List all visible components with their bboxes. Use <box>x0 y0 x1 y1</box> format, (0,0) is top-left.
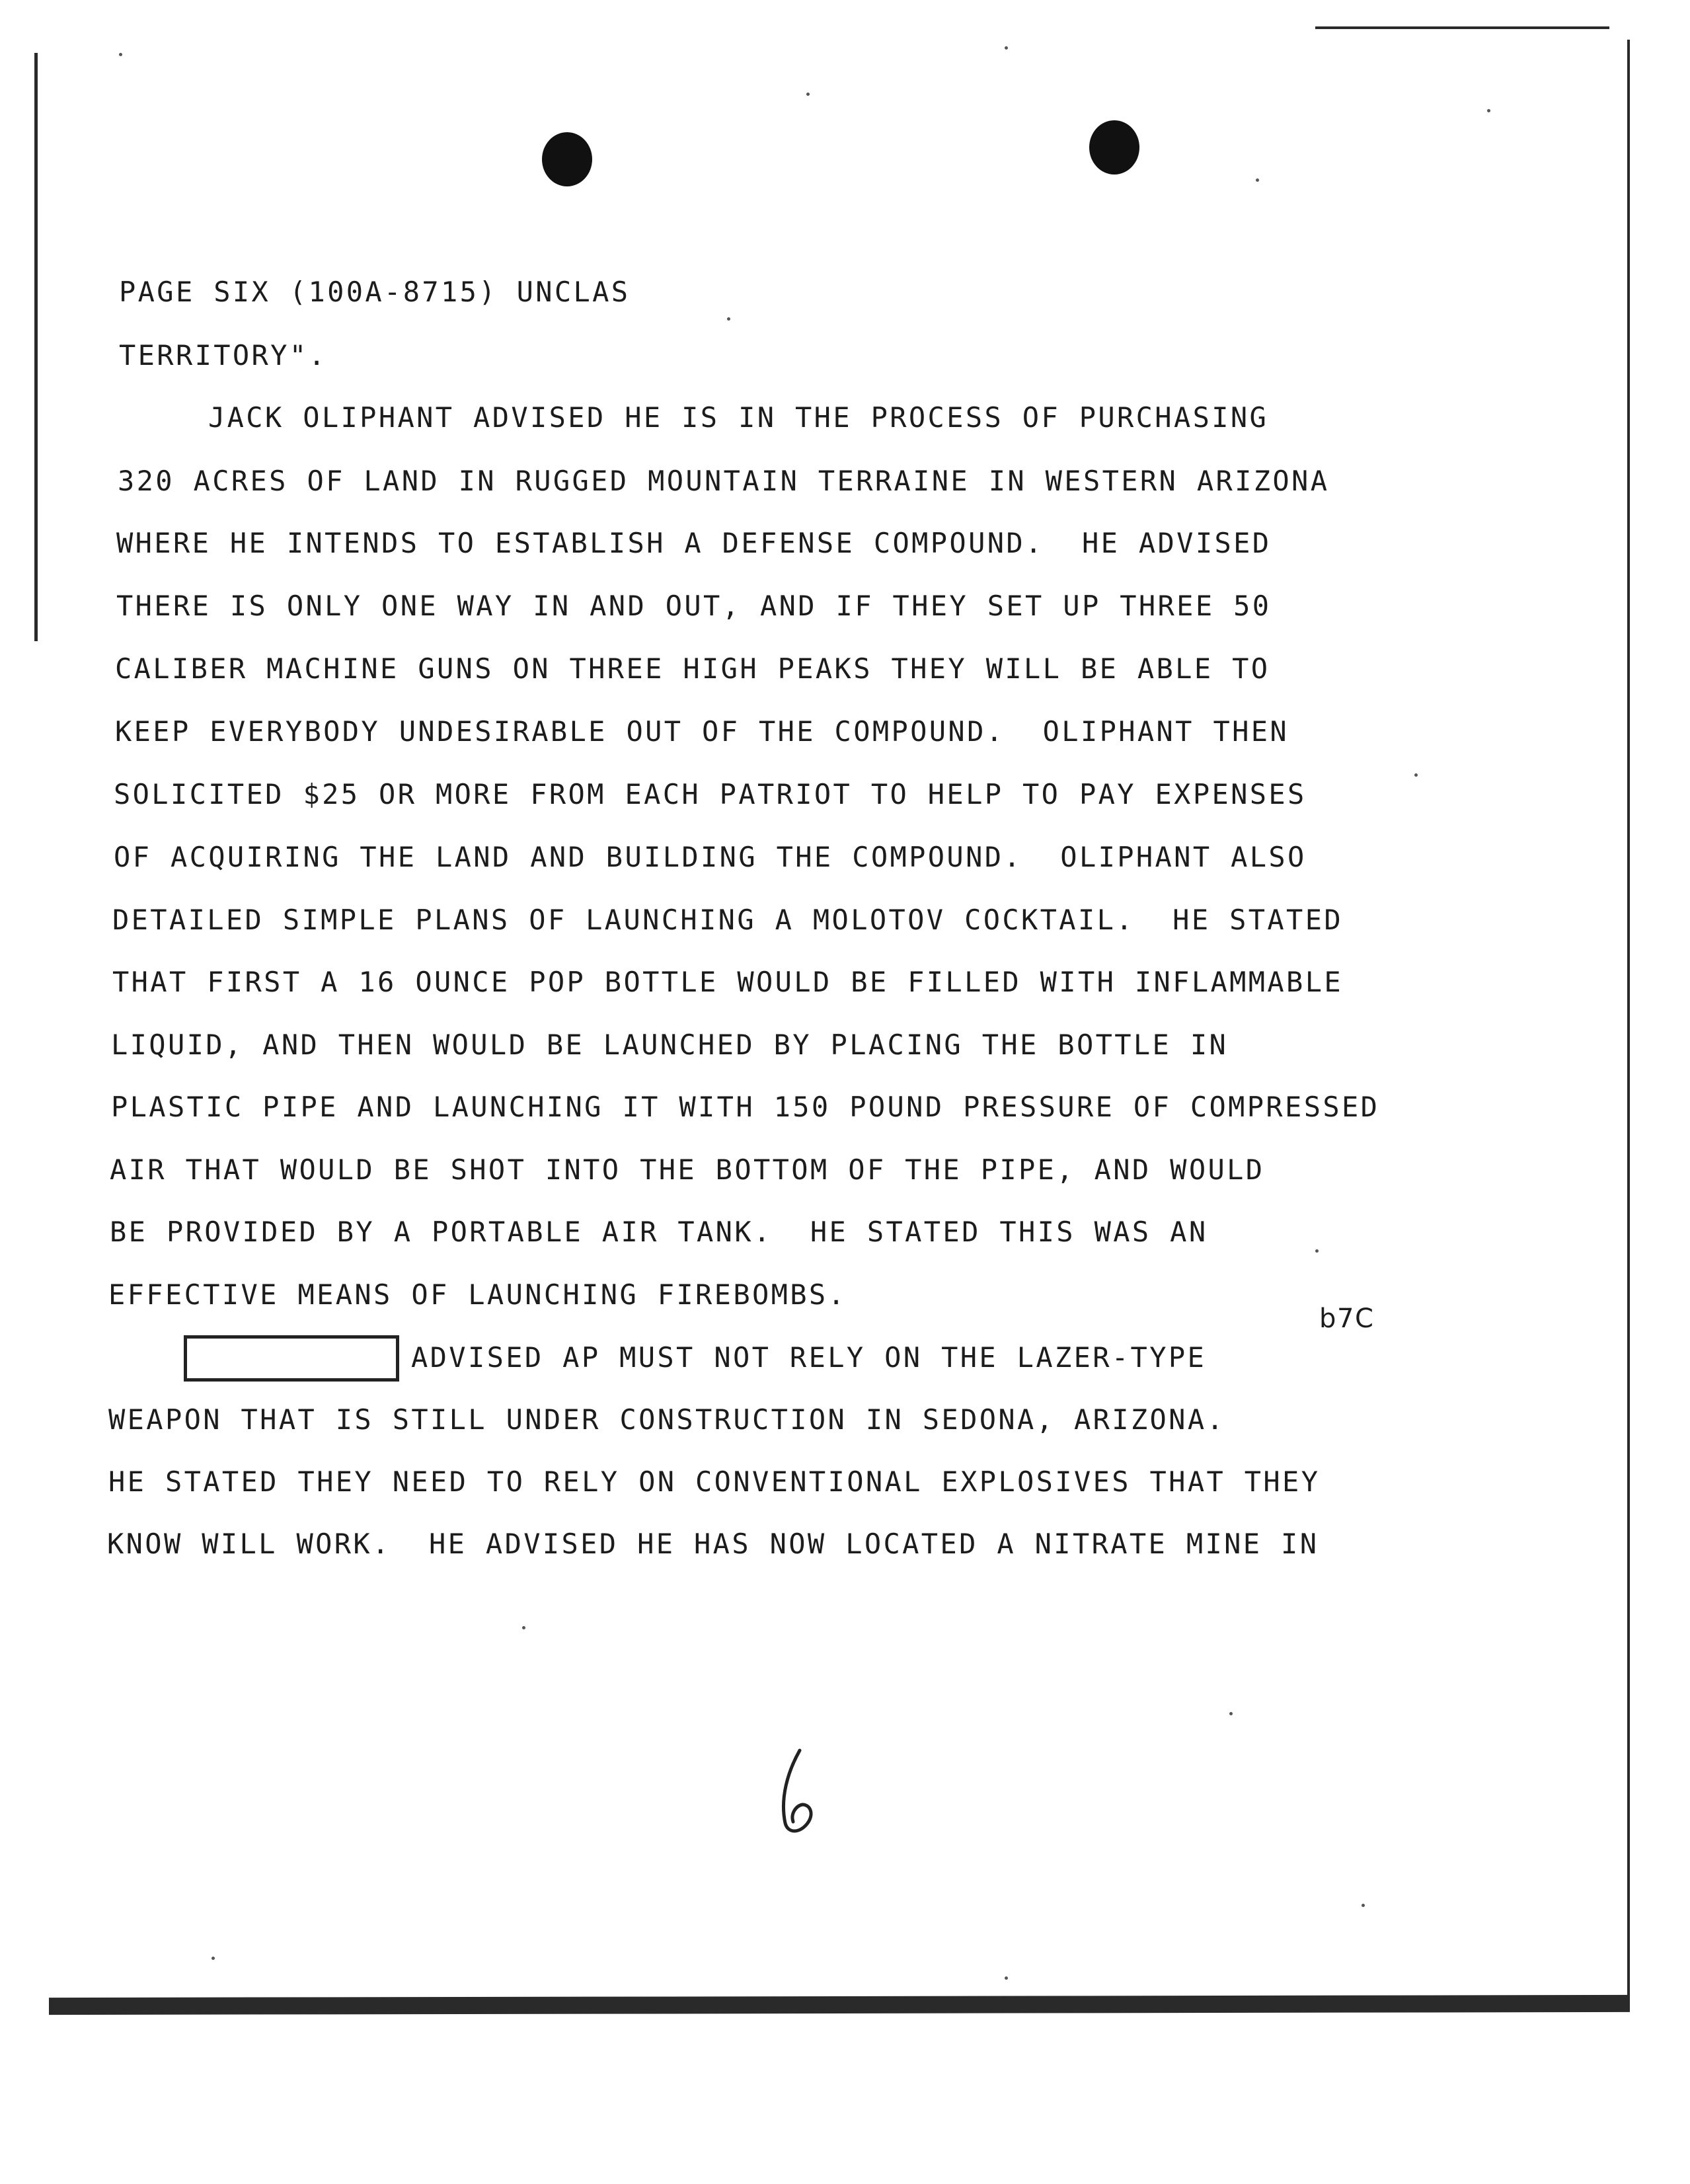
scan-speck <box>1005 46 1008 50</box>
handwritten-page-number <box>768 1745 841 1838</box>
redaction-code: b7C <box>1319 1304 1375 1334</box>
scan-speck <box>211 1957 215 1960</box>
text-line: THERE IS ONLY ONE WAY IN AND OUT, AND IF THEY SET UP THREE 50 <box>116 590 1272 622</box>
scan-speck <box>1362 1904 1365 1907</box>
text-line: SOLICITED $25 OR MORE FROM EACH PATRIOT TO HELP TO PAY EXPENSES <box>114 778 1307 810</box>
scan-speck <box>1005 1976 1008 1980</box>
text-line: THAT FIRST A 16 OUNCE POP BOTTLE WOULD BE FILLED WITH INFLAMMABLE <box>112 966 1343 998</box>
left-margin-rule <box>34 53 38 641</box>
page-header: PAGE SIX (100A-8715) UNCLAS <box>119 276 631 308</box>
scan-speck <box>1414 773 1418 777</box>
text-line: KEEP EVERYBODY UNDESIRABLE OUT OF THE COMPOUND. OLIPHANT THEN <box>115 715 1289 748</box>
redaction-box <box>184 1335 399 1382</box>
text-line: DETAILED SIMPLE PLANS OF LAUNCHING A MOLOTOV COCKTAIL. HE STATED <box>112 904 1343 936</box>
text-line: ADVISED AP MUST NOT RELY ON THE LAZER-TYPE <box>411 1341 1207 1374</box>
punch-hole-left <box>542 132 592 186</box>
text-line: TERRITORY". <box>119 339 328 371</box>
scan-speck <box>1487 109 1490 112</box>
text-line: CALIBER MACHINE GUNS ON THREE HIGH PEAKS THEY WILL BE ABLE TO <box>115 652 1270 685</box>
bottom-rule <box>49 1995 1630 2015</box>
scan-speck <box>119 53 122 56</box>
text-line: WEAPON THAT IS STILL UNDER CONSTRUCTION IN SEDONA, ARIZONA. <box>108 1403 1226 1436</box>
scan-speck <box>727 317 730 321</box>
scan-speck <box>806 93 810 96</box>
text-line: BE PROVIDED BY A PORTABLE AIR TANK. HE STATED THIS WAS AN <box>110 1216 1208 1248</box>
top-rule <box>1315 26 1609 29</box>
text-line: 320 ACRES OF LAND IN RUGGED MOUNTAIN TERRAINE IN WESTERN ARIZONA <box>118 465 1330 497</box>
scan-speck <box>522 1626 525 1629</box>
text-line: PLASTIC PIPE AND LAUNCHING IT WITH 150 POUND PRESSURE OF COMPRESSED <box>111 1091 1380 1123</box>
text-line: AIR THAT WOULD BE SHOT INTO THE BOTTOM OF THE PIPE, AND WOULD <box>110 1153 1265 1186</box>
text-line: HE STATED THEY NEED TO RELY ON CONVENTIONAL EXPLOSIVES THAT THEY <box>108 1465 1321 1498</box>
scan-speck <box>1315 1249 1319 1253</box>
scan-speck <box>1256 178 1259 182</box>
text-line: JACK OLIPHANT ADVISED HE IS IN THE PROCESS OF PURCHASING <box>208 401 1269 434</box>
right-margin-rule <box>1627 40 1630 1996</box>
text-line: LIQUID, AND THEN WOULD BE LAUNCHED BY PLACING THE BOTTLE IN <box>111 1029 1229 1061</box>
text-line: WHERE HE INTENDS TO ESTABLISH A DEFENSE COMPOUND. HE ADVISED <box>116 527 1272 559</box>
punch-hole-right <box>1089 120 1139 175</box>
text-line: KNOW WILL WORK. HE ADVISED HE HAS NOW LOCATED A NITRATE MINE IN <box>107 1528 1319 1560</box>
scan-speck <box>1229 1712 1233 1715</box>
handwritten-stroke <box>783 1750 811 1831</box>
text-line: OF ACQUIRING THE LAND AND BUILDING THE COMPOUND. OLIPHANT ALSO <box>114 841 1307 873</box>
text-line: EFFECTIVE MEANS OF LAUNCHING FIREBOMBS. <box>108 1278 847 1311</box>
